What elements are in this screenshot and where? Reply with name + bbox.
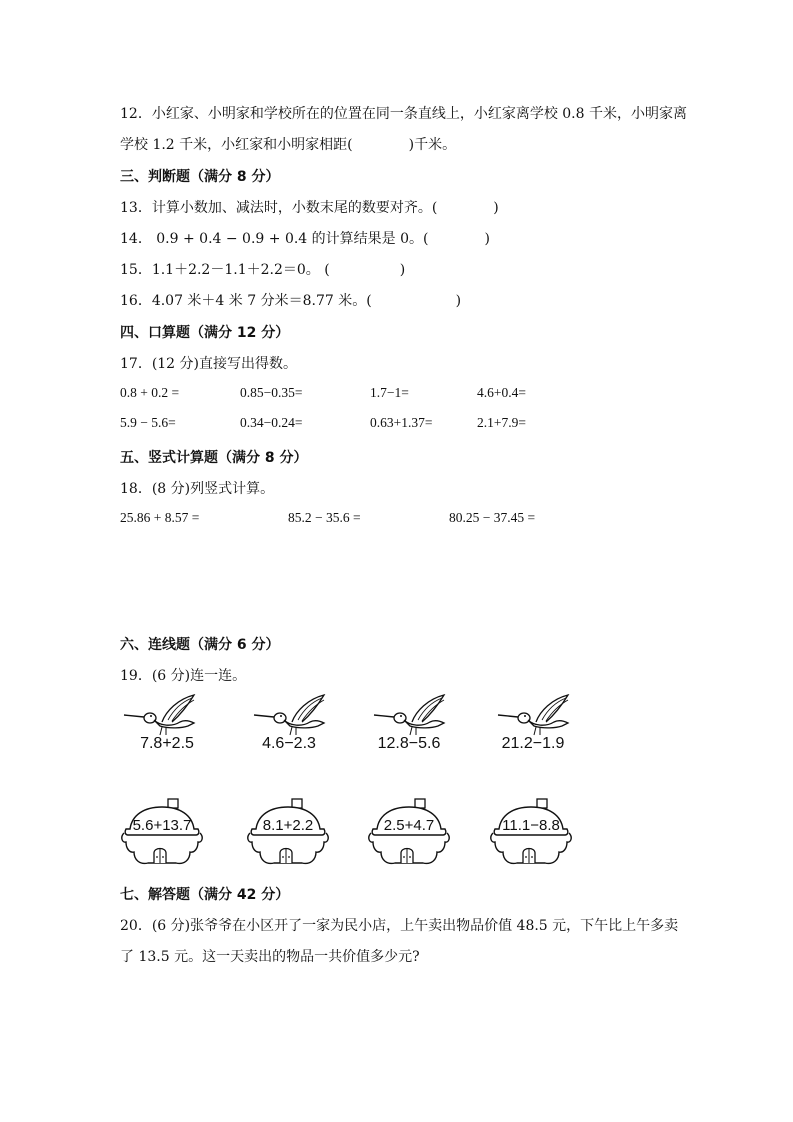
q16: 16．4.07 米＋4 米 7 分米＝8.77 米。( ) — [120, 293, 462, 309]
bird-card[interactable] — [244, 693, 334, 763]
house-icon — [244, 797, 332, 871]
vertical-calc-item: 85.2 − 35.6 = — [288, 510, 361, 525]
house-label: 5.6+13.7 — [132, 817, 192, 834]
bird-label: 7.8+2.5 — [140, 735, 194, 752]
hummingbird-icon — [244, 693, 334, 739]
house-label: 8.1+2.2 — [262, 817, 314, 834]
house-label: 2.5+4.7 — [383, 817, 435, 834]
q19-prompt: 19．(6 分)连一连。 — [120, 668, 247, 684]
bird-card[interactable] — [364, 693, 454, 763]
house-icon — [118, 797, 206, 871]
house-icon — [365, 797, 453, 871]
vertical-calc-item: 25.86 + 8.57 = — [120, 510, 200, 525]
house-card[interactable] — [365, 797, 453, 871]
mental-math-item: 1.7−1= — [370, 385, 409, 400]
house-icon — [487, 797, 575, 871]
house-label: 11.1−8.8 — [502, 817, 560, 834]
bird-card[interactable] — [122, 693, 212, 763]
mental-math-item: 5.9 − 5.6= — [120, 415, 176, 430]
section-4-heading: 四、口算题（满分 12 分） — [120, 325, 290, 341]
section-6-heading: 六、连线题（满分 6 分） — [120, 637, 280, 653]
section-7-heading: 七、解答题（满分 42 分） — [120, 887, 290, 903]
q13: 13．计算小数加、减法时，小数末尾的数要对齐。( ) — [120, 200, 499, 216]
mental-math-item: 4.6+0.4= — [477, 385, 526, 400]
mental-math-item: 0.63+1.37= — [370, 415, 433, 430]
q12-line1: 12．小红家、小明家和学校所在的位置在同一条直线上，小红家离学校 0.8 千米，小明家离 — [120, 106, 687, 122]
mental-math-item: 2.1+7.9= — [477, 415, 526, 430]
house-card[interactable] — [244, 797, 332, 871]
hummingbird-icon — [122, 693, 212, 739]
hummingbird-icon — [488, 693, 578, 739]
q14: 14． 0.9 + 0.4 − 0.9 + 0.4 的计算结果是 0。( ) — [120, 231, 490, 247]
q20-line1: 20．(6 分)张爷爷在小区开了一家为民小店，上午卖出物品价值 48.5 元，下午比上午多卖 — [120, 918, 679, 934]
q18-prompt: 18．(8 分)列竖式计算。 — [120, 481, 275, 497]
bird-label: 12.8−5.6 — [377, 735, 441, 752]
vertical-calc-item: 80.25 − 37.45 = — [449, 510, 536, 525]
mental-math-item: 0.34−0.24= — [240, 415, 303, 430]
section-5-heading: 五、竖式计算题（满分 8 分） — [120, 450, 308, 466]
mental-math-item: 0.85−0.35= — [240, 385, 303, 400]
hummingbird-icon — [364, 693, 454, 739]
q15: 15．1.1＋2.2－1.1＋2.2＝0。 ( ) — [120, 262, 406, 278]
q20-line2: 了 13.5 元。这一天卖出的物品一共价值多少元? — [120, 949, 420, 965]
bird-label: 4.6−2.3 — [262, 735, 316, 752]
q17-prompt: 17．(12 分)直接写出得数。 — [120, 356, 298, 372]
bird-label: 21.2−1.9 — [501, 735, 565, 752]
section-3-heading: 三、判断题（满分 8 分） — [120, 169, 280, 185]
q12-line2: 学校 1.2 千米，小红家和小明家相距( )千米。 — [120, 137, 457, 153]
house-card[interactable] — [118, 797, 206, 871]
mental-math-item: 0.8 + 0.2 = — [120, 385, 180, 400]
bird-card[interactable] — [488, 693, 578, 763]
house-card[interactable] — [487, 797, 575, 871]
